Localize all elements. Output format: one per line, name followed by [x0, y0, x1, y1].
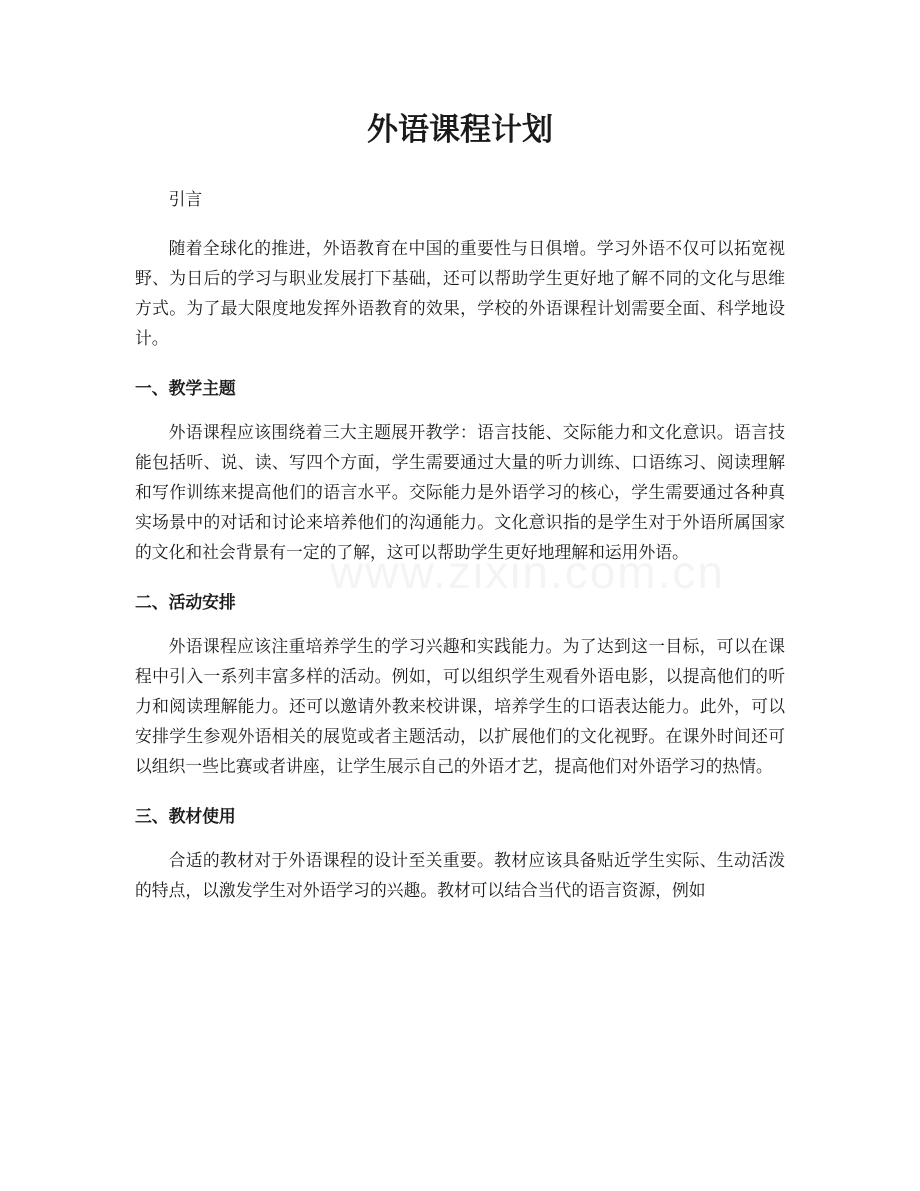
section-paragraph-materials: 合适的教材对于外语课程的设计至关重要。教材应该具备贴近学生实际、生动活泼的特点，以激发学生对外语学习的兴趣。教材可以结合当代的语言资源，例如: [135, 850, 785, 900]
page-title: 外语课程计划: [367, 112, 553, 148]
section-paragraph-activities: 外语课程应该注重培养学生的学习兴趣和实践能力。为了达到这一目标，可以在课程中引入一系列丰富多样的活动。例如，可以组织学生观看外语电影，以提高他们的听力和阅读理解能力。还可以邀请外教来校讲课，培养学生的口语表达能力。此外，可以安排学生参观外语相关的展览或者主题活动，以扩展他们的文化视野。在课外时间还可以组织一些比赛或者讲座，让学生展示自己的外语才艺，提高他们对外语学习的热情。: [135, 636, 785, 776]
section-heading-activities: 二、活动安排: [135, 592, 236, 612]
section-paragraph-teaching-themes: 外语课程应该围绕着三大主题展开教学：语言技能、交际能力和文化意识。语言技能包括听、说、读、写四个方面，学生需要通过大量的听力训练、口语练习、阅读理解和写作训练来提高他们的语言水平。交际能力是外语学习的核心，学生需要通过各种真实场景中的对话和讨论来培养他们的沟通能力。文化意识指的是学生对于外语所属国家的文化和社会背景有一定的了解，这可以帮助学生更好地理解和运用外语。: [135, 422, 785, 562]
section-heading-teaching-themes: 一、教学主题: [135, 378, 236, 398]
intro-paragraph: 随着全球化的推进，外语教育在中国的重要性与日俱增。学习外语不仅可以拓宽视野、为日后的学习与职业发展打下基础，还可以帮助学生更好地了解不同的文化与思维方式。为了最大限度地发挥外语教育的效果，学校的外语课程计划需要全面、科学地设计。: [135, 238, 785, 348]
section-heading-materials: 三、教材使用: [135, 806, 236, 826]
document-body: [135, 184, 785, 905]
intro-label: 引言: [168, 189, 203, 209]
